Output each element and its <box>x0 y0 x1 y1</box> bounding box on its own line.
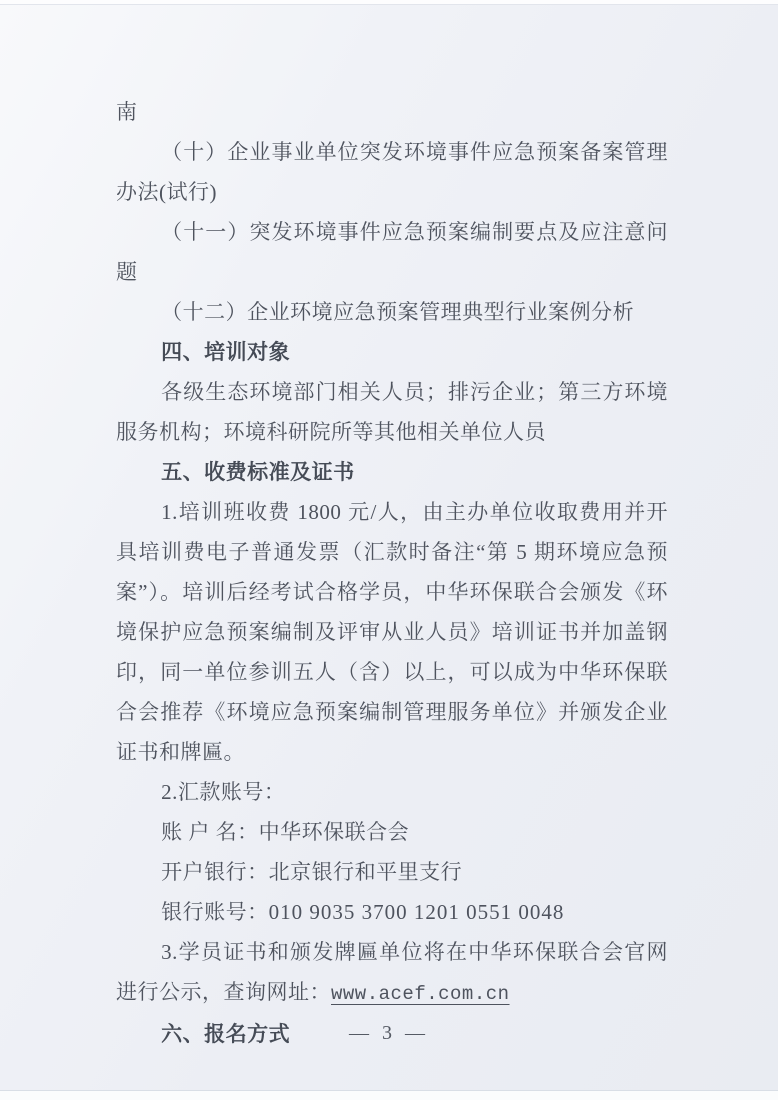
section5-item1-fee-and-certificate: 1.培训班收费 1800 元/人，由主办单位收取费用并开具培训费电子普通发票（汇款时备注“第 5 期环境应急预案”）。培训后经考试合格学员，中华环保联合会颁发《环境保护应急预案编制及评审从业人员》培训证书并加盖钢印，同一单位参训五人（含）以上，可以成为中华环保联合会推荐《环境应急预案编制管理服务单位》并颁发企业证书和牌匾。 <box>116 500 668 764</box>
section5-item2-remittance-account: 2.汇款账号： <box>161 780 286 804</box>
section5-heading: 五、收费标准及证书 <box>161 460 355 484</box>
bank-account-number: 010 9035 3700 1201 0551 0048 <box>268 900 565 924</box>
bank-account-number-label: 银行账号： <box>161 900 269 924</box>
scan-bottom-edge <box>0 1090 778 1100</box>
account-name-line: 账 户 名：中华环保联合会 <box>161 820 410 844</box>
agenda-item-11: （十一）突发环境事件应急预案编制要点及应注意问题 <box>116 220 668 284</box>
section4-heading: 四、培训对象 <box>161 340 291 364</box>
section4-body: 各级生态环境部门相关人员；排污企业；第三方环境服务机构；环境科研院所等其他相关单位人员 <box>116 380 668 444</box>
continuation-line: 南 <box>116 100 138 124</box>
agenda-item-10: （十）企业事业单位突发环境事件应急预案备案管理办法(试行) <box>116 140 668 204</box>
page-number: — 3 — <box>349 1022 429 1044</box>
publicity-text: 3.学员证书和颁发牌匾单位将在中华环保联合会官网进行公示，查询网址： <box>116 940 668 1004</box>
scan-top-edge <box>0 0 778 5</box>
agenda-item-12: （十二）企业环境应急预案管理典型行业案例分析 <box>161 300 635 324</box>
section6-heading: 六、报名方式 <box>161 1022 291 1046</box>
bank-account-number-line <box>116 892 668 932</box>
acef-website-url: www.acef.com.cn <box>331 983 510 1005</box>
bank-branch-line: 开户银行：北京银行和平里支行 <box>161 860 463 884</box>
document-body <box>116 92 668 1054</box>
section5-item3-publicity-line <box>116 932 668 1014</box>
